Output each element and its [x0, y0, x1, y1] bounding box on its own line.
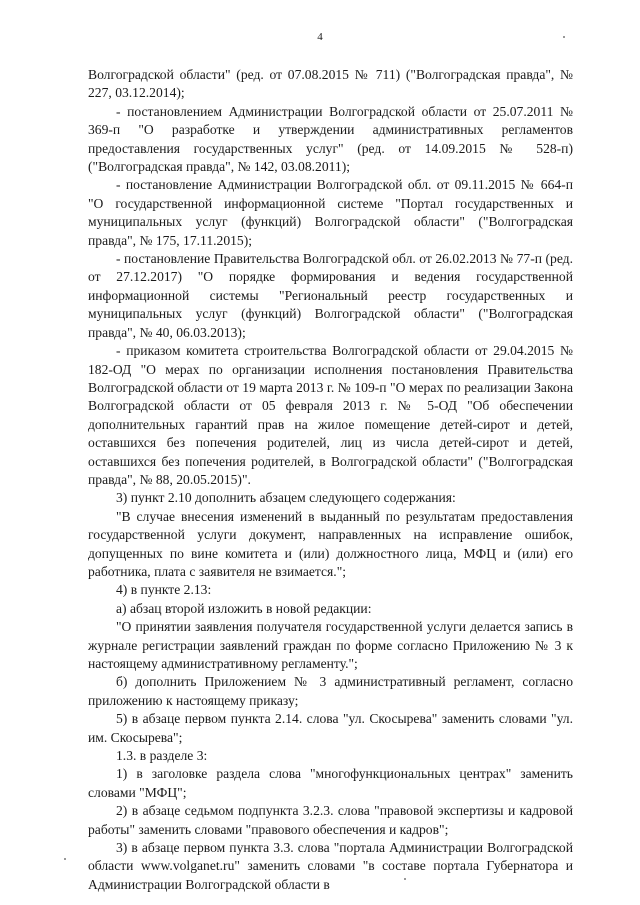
paragraph: 1) в заголовке раздела слова "многофункциональных центрах" заменить словами "МФЦ";: [88, 766, 573, 800]
page-number: 4: [317, 31, 323, 43]
scan-speck: [64, 858, 66, 860]
paragraph: 1.3. в разделе 3:: [116, 748, 208, 764]
paragraph: - постановлением Администрации Волгоградской области от 25.07.2011 № 369-п "О разработке и утверждении административных регламентов предоставления государственных услуг" (ред. от 14.09.2015 № 528-п) ("Волгоградская правда", № 142, 03.08.2011);: [88, 103, 573, 175]
scan-speck: [404, 878, 406, 880]
paragraph: 4) в пункте 2.13:: [116, 582, 212, 598]
paragraph: Волгоградской области" (ред. от 07.08.2015 № 711) ("Волгоградская правда", № 227, 03.12.2014);: [88, 67, 573, 101]
paragraph: - приказом комитета строительства Волгоградской области от 29.04.2015 № 182-ОД "О мерах по организации исполнения постановления Правительства Волгоградской области от 19 марта 2013 г. № 109-п "О мерах по реализации Закона Волгоградской области от 05 февраля 2013 г. № 5-ОД "Об обеспечении дополнительных гарантий прав на жилое помещение детей-сирот и детей, оставшихся без попечения родителей, лиц из числа детей-сирот и детей, оставшихся без попечения родителей, в Волгоградской области" ("Волгоградская правда", № 88, 20.05.2015)".: [88, 343, 573, 487]
paragraph: - постановление Правительства Волгоградской обл. от 26.02.2013 № 77-п (ред. от 27.12.2017) "О порядке формирования и ведения государственной информационной системы "Региональный реестр государственных и муниципальных услуг (функций) Волгоградской области" ("Волгоградская правда", № 40, 06.03.2013);: [88, 251, 573, 340]
paragraph: "В случае внесения изменений в выданный по результатам предоставления государственной услуги документ, направленных на исправление ошибок, допущенных по вине комитета и (или) должностного лица, МФЦ и (или) его работника, плата с заявителя не взимается.";: [88, 508, 573, 579]
scan-speck: [563, 36, 565, 38]
paragraph: "О принятии заявления получателя государственной услуги делается запись в журнале регистрации заявлений граждан по форме согласно Приложению № 3 к настоящему административному регламенту.";: [88, 619, 573, 671]
paragraph: 2) в абзаце седьмом подпункта 3.2.3. слова "правовой экспертизы и кадровой работы" заменить словами "правового обеспечения и кадров";: [88, 803, 573, 837]
paragraph: 3) в абзаце первом пункта 3.3. слова "портала Администрации Волгоградской области www.volganet.ru" заменить словами "в составе портала Губернатора и Администрации Волгоградской области в: [88, 840, 573, 892]
paragraph: б) дополнить Приложением № 3 административный регламент, согласно приложению к настоящему приказу;: [88, 674, 573, 708]
paragraph: 5) в абзаце первом пункта 2.14. слова "ул. Скосырева" заменить словами "ул. им. Скосырева";: [88, 711, 573, 745]
paragraph: - постановление Администрации Волгоградской обл. от 09.11.2015 № 664-п "О государственной информационной системе "Портал государственных и муниципальных услуг (функций) Волгоградской области" ("Волгоградская правда", № 175, 17.11.2015);: [88, 177, 573, 248]
paragraph: 3) пункт 2.10 дополнить абзацем следующего содержания:: [116, 490, 456, 506]
document-body: [88, 66, 573, 894]
paragraph: а) абзац второй изложить в новой редакции:: [116, 600, 372, 616]
